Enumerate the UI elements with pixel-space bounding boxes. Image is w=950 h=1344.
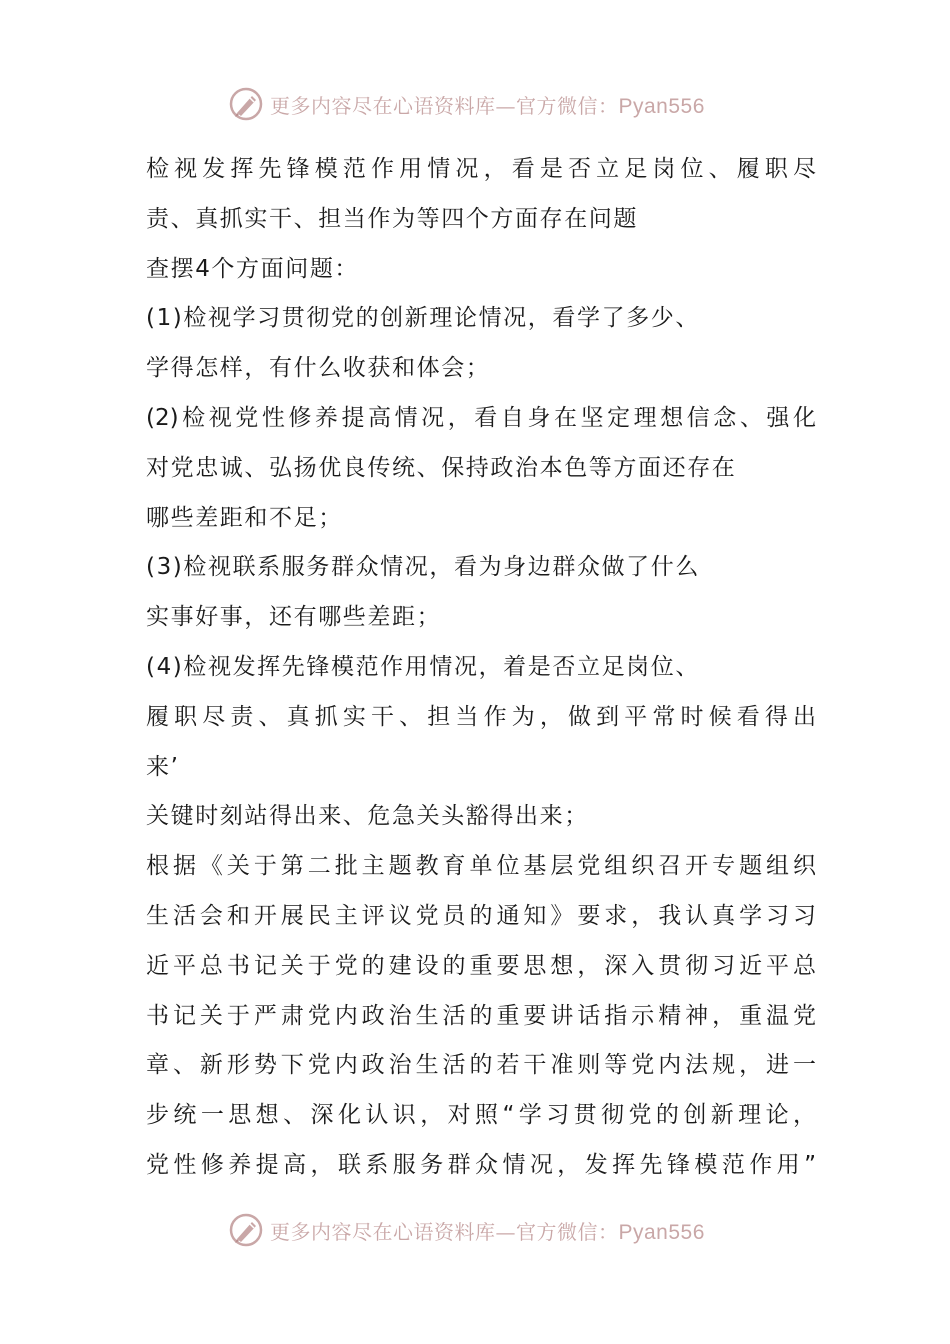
watermark-wechat-id: Pyan556 <box>618 1220 705 1244</box>
body-line: 学得怎样，有什么收获和体会； <box>146 355 491 382</box>
watermark-text: 更多内容尽在心语资料库—官方微信：Pyan556 <box>270 1219 705 1244</box>
body-line: 查摆4个方面问题： <box>146 255 360 282</box>
body-line: (3)检视联系服务群众情况，看为身边群众做了什么 <box>146 554 700 581</box>
header-watermark <box>228 82 748 126</box>
watermark-wechat-id: Pyan556 <box>618 94 705 118</box>
body-line: 来’ <box>146 753 180 780</box>
pen-logo-icon <box>228 1212 264 1248</box>
body-line: (2)检视党性修养提高情况，看自身在坚定理想信念、强化 <box>146 404 816 431</box>
body-line: 实事好事，还有哪些差距； <box>146 604 442 631</box>
body-line: (1)检视学习贯彻党的创新理论情况，看学了多少、 <box>146 305 700 332</box>
pen-logo-icon <box>228 86 264 122</box>
body-line: 对党忠诚、弘扬优良传统、保持政治本色等方面还存在 <box>146 454 737 481</box>
body-line: 关键时刻站得出来、危急关头豁得出来； <box>146 803 589 830</box>
body-line: (4)检视发挥先锋模范作用情况，着是否立足岗位、 <box>146 653 700 680</box>
body-line: 履职尽责、真抓实干、担当作为，做到平常时候看得出 <box>146 703 816 730</box>
document-body <box>146 145 816 1191</box>
body-line: 责、真抓实干、担当作为等四个方面存在问题 <box>146 205 638 232</box>
body-line: 近平总书记关于党的建设的重要思想，深入贯彻习近平总 <box>146 952 816 979</box>
body-line: 哪些差距和不足； <box>146 504 343 531</box>
body-line: 步统一思想、深化认识，对照“学习贯彻党的创新理论， <box>146 1102 816 1129</box>
body-line: 党性修养提高，联系服务群众情况，发挥先锋模范作用” <box>146 1151 816 1178</box>
body-line: 书记关于严肃党内政治生活的重要讲话指示精神，重温党 <box>146 1002 816 1029</box>
body-line: 章、新形势下党内政治生活的若干准则等党内法规，进一 <box>146 1052 816 1079</box>
body-line: 检视发挥先锋模范作用情况，看是否立足岗位、履职尽 <box>146 156 816 182</box>
watermark-text: 更多内容尽在心语资料库—官方微信：Pyan556 <box>270 93 705 118</box>
body-line: 生活会和开展民主评议党员的通知》要求，我认真学习习 <box>146 902 816 929</box>
footer-watermark <box>228 1208 748 1252</box>
body-line: 根据《关于第二批主题教育单位基层党组织召开专题组织 <box>146 853 816 880</box>
